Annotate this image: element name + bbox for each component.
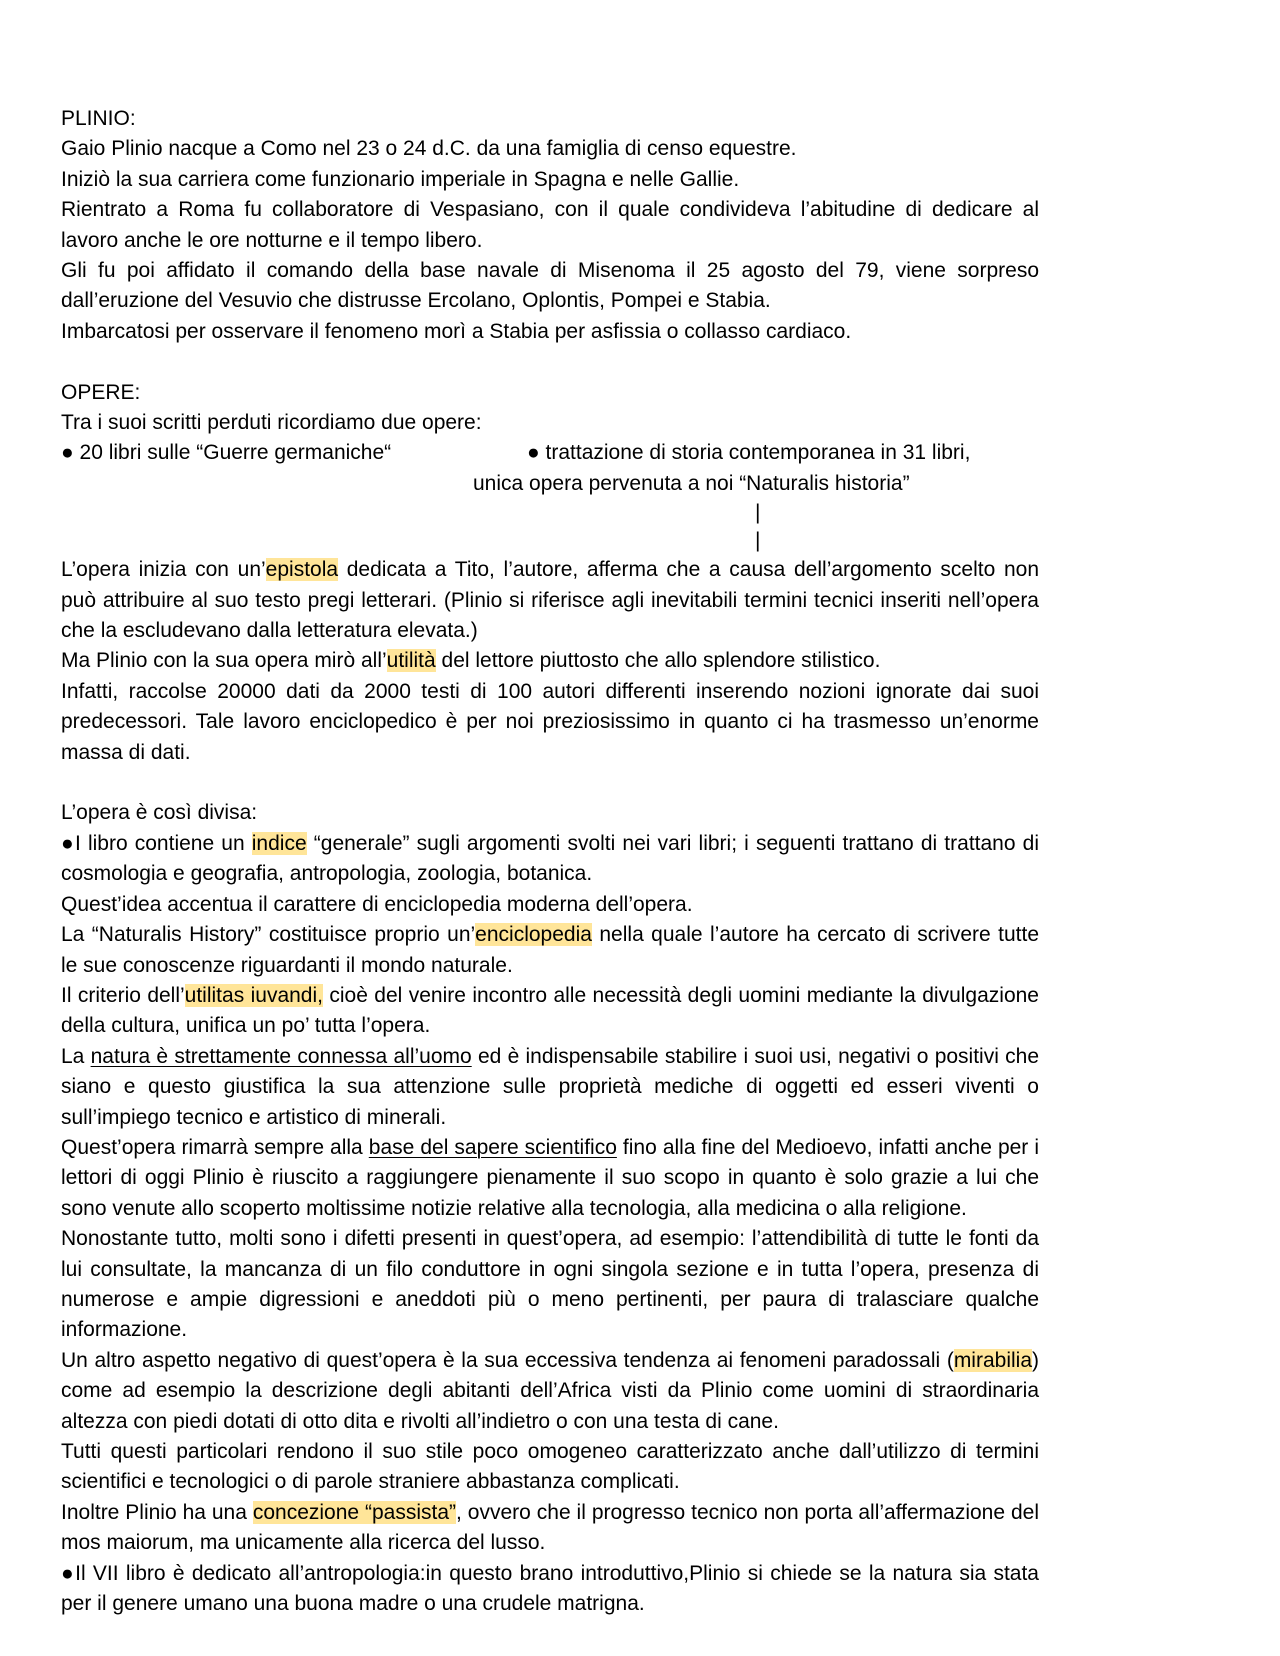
highlight-enciclopedia: enciclopedia <box>475 923 592 947</box>
text-run: ●I libro contiene un <box>61 831 252 855</box>
text-run: L’opera inizia con un’ <box>61 558 266 582</box>
connector-pipe-1: | <box>755 501 761 525</box>
text-run: Un altro aspetto negativo di quest’opera è la sua eccessiva tendenza ai fenomeni paradossali ( <box>61 1348 954 1372</box>
highlight-indice: indice <box>251 831 307 855</box>
spacer <box>61 347 1039 377</box>
text-run: del lettore piuttosto che allo splendore stilistico. <box>435 649 881 673</box>
bio-line-death: Imbarcatosi per osservare il fenomeno morì a Stabia per asfissia o collasso cardiaco. <box>61 319 852 343</box>
document-page <box>61 104 1039 1619</box>
highlight-mirabilia: mirabilia <box>953 1348 1032 1372</box>
text-run: ) come ad esempio la descrizione degli abitanti dell’Africa visti da Plinio come uomini di straordinaria altezza con piedi dotati di otto dita e rivolti all’indietro o con una testa di cane. <box>61 1348 1039 1433</box>
paragraph-stile: Tutti questi particolari rendono il suo stile poco omogeneo caratterizzato anche dall’utilizzo di termini scientifici e tecnologici o di parole straniere abbastanza complicati. <box>61 1440 1039 1494</box>
text-run: “generale” sugli argomenti svolti nei vari libri; i seguenti trattano di trattano di cosmologia e geografia, antropologia, zoologia, botanica. <box>61 831 1039 886</box>
bullet-storia-contemporanea: ● trattazione di storia contemporanea in 31 libri, <box>527 441 971 465</box>
paragraph-enciclopedia <box>61 920 1039 981</box>
connector-pipe-2: | <box>755 529 761 553</box>
highlight-epistola: epistola <box>265 558 339 582</box>
bio-paragraph-misenum: Gli fu poi affidato il comando della base navale di Misenoma il 25 agosto del 79, viene sorpreso dall’eruzione del Vesuvio che distrusse Ercolano, Oplontis, Pompei e Stabia. <box>61 259 1039 313</box>
paragraph-sapere <box>61 1133 1039 1224</box>
paragraph-epistola <box>61 555 1039 646</box>
text-run: Quest’opera rimarrà sempre alla <box>61 1135 369 1159</box>
bio-line-career: Iniziò la sua carriera come funzionario imperiale in Spagna e nelle Gallie. <box>61 167 740 191</box>
bio-line-birth: Gaio Plinio nacque a Como nel 23 o 24 d.C. da una famiglia di censo equestre. <box>61 137 797 161</box>
heading-plinio: PLINIO: <box>61 107 136 130</box>
paragraph-libro-i <box>61 829 1039 890</box>
text-run: La <box>61 1044 91 1068</box>
heading-opere: OPERE: <box>61 380 141 404</box>
text-run: Ma Plinio con la sua opera mirò all’ <box>61 649 387 673</box>
text-run: dedicata a Tito, l’autore, afferma che a causa dell’argomento scelto non può attribuire al suo testo pregi letterari. (Plinio si riferisce agli inevitabili termini tecnici inseriti nell’opera che la escludevano dalla letteratura elevata.) <box>61 558 1040 643</box>
highlight-concezione-passista: concezione “passista” <box>252 1500 457 1524</box>
text-run: Il criterio dell’ <box>61 983 185 1007</box>
text-run: Inoltre Plinio ha una <box>61 1500 253 1524</box>
paragraph-passista <box>61 1498 1039 1559</box>
text-run: La “Naturalis History” costituisce proprio un’ <box>61 923 476 947</box>
paragraph-difetti: Nonostante tutto, molti sono i difetti presenti in quest’opera, ad esempio: l’attendibilità di tutte le fonti da lui consultate, la mancanza di un filo conduttore in ogni singola sezione e in tutta l’opera, presenza di numerose e ampie digressioni e aneddoti più o meno pertinenti, per paura di tralasciare qualche informazione. <box>61 1227 1039 1342</box>
text-run: nella quale l’autore ha cercato di scrivere tutte le sue conoscenze riguardanti il mondo naturale. <box>61 923 1039 977</box>
paragraph-mirabilia <box>61 1346 1039 1437</box>
underline-sapere-scientifico: base del sapere scientifico <box>368 1135 617 1159</box>
bullet-guerre-germaniche: ● 20 libri sulle “Guerre germaniche“ <box>61 441 392 465</box>
divisa-heading: L’opera è così divisa: <box>61 801 258 825</box>
paragraph-utilitas <box>61 981 1039 1042</box>
text-run: cioè del venire incontro alle necessità degli uomini mediante la divulgazione della cultura, unifica un po’ tutta l’opera. <box>61 983 1039 1038</box>
text-run: ed è indispensabile stabilire i suoi usi, negativi o positivi che siano e questo giustifica la sua attenzione sulle proprietà mediche di oggetti ed esseri viventi o sull’impiego tecnico e artistico di minerali. <box>61 1044 1039 1129</box>
bio-paragraph-rome: Rientrato a Roma fu collaboratore di Vespasiano, con il quale condivideva l’abitudine di dedicare al lavoro anche le ore notturne e il tempo libero. <box>61 198 1039 252</box>
naturalis-historia-line: unica opera pervenuta a noi “Naturalis historia” <box>473 471 910 495</box>
paragraph-dati: Infatti, raccolse 20000 dati da 2000 testi di 100 autori differenti inserendo nozioni ignorate dai suoi predecessori. Tale lavoro enciclopedico è per noi preziosissimo in quanto ci ha trasmesso un’enorme massa di dati. <box>61 679 1039 764</box>
paragraph-libro-vii: ●Il VII libro è dedicato all’antropologia:in questo brano introduttivo,Plinio si chiede se la natura sia stata per il genere umano una buona madre o una crudele matrigna. <box>61 1561 1039 1616</box>
spacer <box>61 768 1039 798</box>
opere-bullets-row <box>61 438 1039 468</box>
highlight-utilita: utilità <box>386 649 436 673</box>
highlight-utilitas-iuvandi: utilitas iuvandi, <box>184 983 323 1007</box>
underline-natura-uomo: natura è strettamente connessa all’uomo <box>90 1044 472 1068</box>
paragraph-idea: Quest’idea accentua il carattere di enciclopedia moderna dell’opera. <box>61 892 693 916</box>
opere-intro: Tra i suoi scritti perduti ricordiamo due opere: <box>61 411 482 435</box>
text-run: , ovvero che il progresso tecnico non porta all’affermazione del mos maiorum, ma unicamente alla ricerca del lusso. <box>61 1500 1039 1555</box>
text-run: fino alla fine del Medioevo, infatti anche per i lettori di oggi Plinio è riuscito a raggiungere pienamente il suo scopo in quanto è solo grazie a lui che sono venute allo scoperto moltissime notizie relative alla tecnologia, alla medicina o alla religione. <box>61 1135 1040 1220</box>
paragraph-utilita <box>61 646 1039 676</box>
paragraph-natura <box>61 1042 1039 1133</box>
